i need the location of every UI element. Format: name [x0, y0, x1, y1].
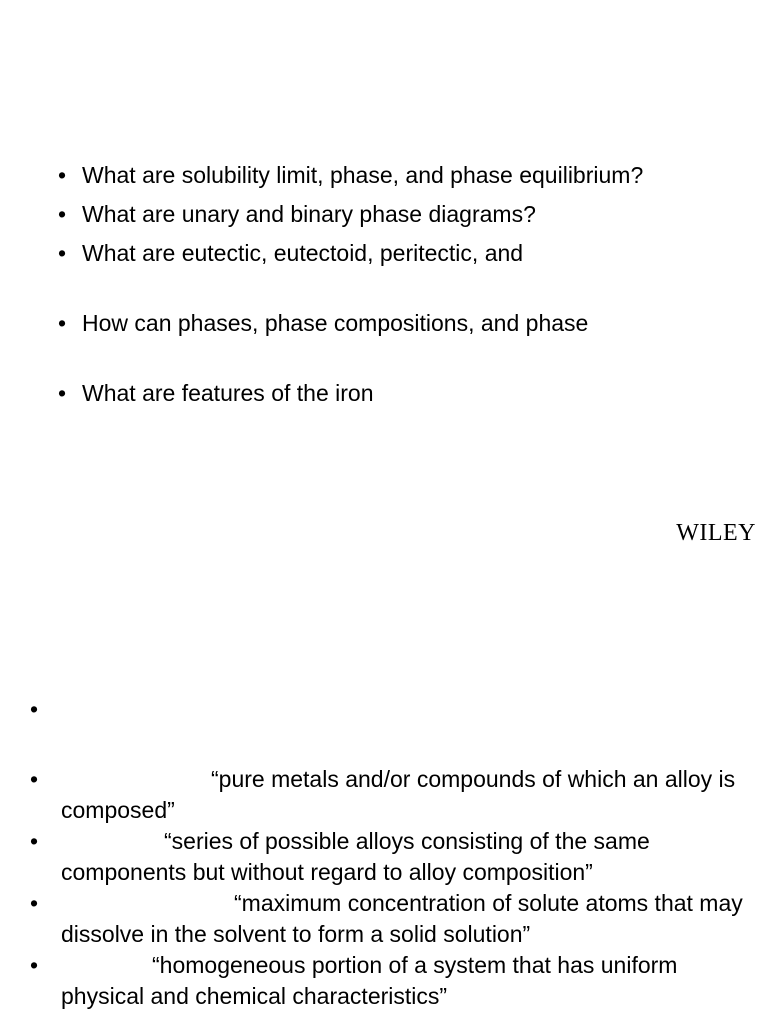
objective-item: • How can phases, phase compositions, and phase	[58, 308, 643, 339]
definition-item	[30, 950, 752, 1012]
definition-item	[30, 888, 752, 950]
publisher-logo: WILEY	[676, 520, 756, 546]
definition-text: “series of possible alloys consisting of the same components but without regard to alloy composition”	[61, 828, 650, 885]
objective-item: • What are unary and binary phase diagrams?	[58, 199, 643, 230]
objective-item: • What are solubility limit, phase, and phase equilibrium?	[58, 160, 643, 191]
definition-item-empty	[30, 694, 752, 725]
definition-item	[30, 826, 752, 888]
definition-text: “pure metals and/or compounds of which an alloy is composed”	[61, 766, 736, 823]
definition-text: “maximum concentration of solute atoms that may dissolve in the solvent to form a solid solution”	[61, 890, 743, 947]
objective-item: • What are eutectic, eutectoid, peritectic, and	[58, 238, 643, 269]
definitions-list	[30, 694, 752, 1012]
objectives-list	[58, 160, 643, 409]
definition-text: “homogeneous portion of a system that has uniform physical and chemical characteristics”	[61, 952, 678, 1009]
objective-item: • What are features of the iron	[58, 378, 643, 409]
definition-item	[30, 764, 752, 826]
